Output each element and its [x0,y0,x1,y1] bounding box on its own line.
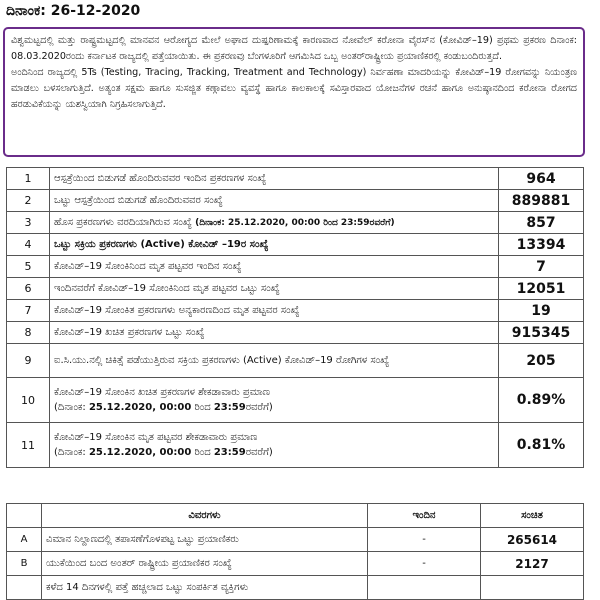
row-number: 10 [7,378,50,423]
stats-row [7,190,584,212]
details-row-today [368,576,481,600]
row-label: ಕೋವಿಡ್–19 ಖಚಿತ ಪ್ರಕರಣಗಳ ಒಟ್ಟು ಸಂಖ್ಯೆ [50,322,499,344]
details-header-blank [7,504,42,528]
stats-row [7,344,584,378]
intro-paragraph-2: ಅಂದಿನಿಂದ ರಾಜ್ಯದಲ್ಲಿ 5Ts (Testing, Tracing, Tracking, Treatment and Technology) ನಿರ್ವಹಣಾ ಮಾದರಿಯನ್ನು ಕೋವಿಡ್–19 ರೋಗವನ್ನು ನಿಯಂತ್ರಣ ಮಾಡಲು ಬಳಸಲಾಗುತ್ತಿದೆ. ಅತ್ಯಂತ ಸಕ್ಷಮ ಹಾಗೂ ಸುಸಜ್ಜಿತ ಕಣ್ಗಾವಲು ವ್ಯವಸ್ಥೆ ಹಾಗೂ ಕಾಲಕಾಲಕ್ಕೆ ಸವಿಸ್ತಾರವಾದ ಯೋಜನೆಗಳ ರಚನೆ ಹಾಗೂ ಅನುಷ್ಠಾನದಿಂದ ಕರೋನಾ ರೋಗದ ಹರಡುವಿಕೆಯನ್ನು ಯಶಸ್ವಿಯಾಗಿ ನಿಗ್ರಹಿಸಲಾಗುತ್ತಿದೆ. [11,67,577,110]
row-label-main: ಹೊಸ ಪ್ರಕರಣಗಳು ವರದಿಯಾಗಿರುವ ಸಂಖ್ಯೆ [54,217,192,228]
stats-row [7,322,584,344]
row-label-sub: (ದಿನಾಂಕ: 25.12.2020, 00:00 ರಿಂದ 23:59ರವರೆಗೆ) [54,447,273,458]
row-label: ಕೋವಿಡ್–19 ಸೋಂಕಿನಿಂದ ಮೃತ ಪಟ್ಟವರ ಇಂದಿನ ಸಂಖ್ಯೆ [50,256,499,278]
details-row-total: 265614 [481,528,584,552]
row-value: 889881 [499,190,584,212]
details-table [6,503,584,600]
details-header-details: ವಿವರಗಳು [42,504,368,528]
row-value: 964 [499,168,584,190]
row-label-main: ಕೋವಿಡ್–19 ಸೋಂಕಿನ ಖಚಿತ ಪ್ರಕರಣಗಳ ಶೇಕಡಾವಾರು ಪ್ರಮಾಣ [54,387,270,398]
row-value: 0.81% [499,423,584,468]
bulletin-date: ದಿನಾಂಕ: 26-12-2020 [6,3,141,19]
details-header-row [7,504,584,528]
details-row-id: B [7,552,42,576]
stats-row [7,168,584,190]
details-row-label: ಕಳೆದ 14 ದಿನಗಳಲ್ಲಿ ಪತ್ತೆ ಹಚ್ಚಲಾದ ಒಟ್ಟು ಸಂಪರ್ಕಿತ ವ್ಯಕ್ತಿಗಳು [42,576,368,600]
row-label: ಕೋವಿಡ್–19 ಸೋಂಕಿತ ಪ್ರಕರಣಗಳು ಅನ್ಯಕಾರಣದಿಂದ ಮೃತ ಪಟ್ಟವರ ಸಂಖ್ಯೆ [50,300,499,322]
row-number: 3 [7,212,50,234]
details-row-today: - [368,552,481,576]
row-label: ಐ.ಸಿ.ಯು.ನಲ್ಲಿ ಚಿಕಿತ್ಸೆ ಪಡೆಯುತ್ತಿರುವ ಸಕ್ರಿಯ ಪ್ರಕರಣಗಳು (Active) ಕೋವಿಡ್–19 ರೋಗಿಗಳ ಸಂಖ್ಯೆ [50,344,499,378]
stats-row [7,278,584,300]
row-label-sub: (ದಿನಾಂಕ: 25.12.2020, 00:00 ರಿಂದ 23:59ರವರೆಗೆ) [54,402,273,413]
row-label-main: ಕೋವಿಡ್–19 ಸೋಂಕಿನ ಮೃತ ಪಟ್ಟವರ ಶೇಕಡಾವಾರು ಪ್ರಮಾಣ [54,432,258,443]
row-number: 9 [7,344,50,378]
row-number: 1 [7,168,50,190]
row-label-sub: (ದಿನಾಂಕ: 25.12.2020, 00:00 ರಿಂದ 23:59ರವರೆಗೆ) [195,218,395,228]
row-number: 5 [7,256,50,278]
row-value: 857 [499,212,584,234]
stats-row [7,234,584,256]
details-row-label: ವಿಮಾನ ನಿಲ್ದಾಣದಲ್ಲಿ ತಪಾಸಣೆಗೊಳಪಟ್ಟ ಒಟ್ಟು ಪ್ರಯಾಣಿಕರು [42,528,368,552]
row-value: 13394 [499,234,584,256]
row-number: 7 [7,300,50,322]
row-label [50,378,499,423]
stats-table [6,167,584,468]
row-number: 11 [7,423,50,468]
details-row-id: A [7,528,42,552]
row-value: 915345 [499,322,584,344]
row-label: ಆಸ್ಪತ್ರೆಯಿಂದ ಬಿಡುಗಡೆ ಹೊಂದಿರುವವರ ಇಂದಿನ ಪ್ರಕರಣಗಳ ಸಂಖ್ಯೆ [50,168,499,190]
row-label: ಒಟ್ಟು ಸಕ್ರಿಯ ಪ್ರಕರಣಗಳು (Active) ಕೋವಿಡ್ –19ರ ಸಂಖ್ಯೆ [50,234,499,256]
row-label [50,423,499,468]
intro-paragraph-1: ವಿಶ್ವಮಟ್ಟದಲ್ಲಿ ಮತ್ತು ರಾಷ್ಟ್ರಮಟ್ಟದಲ್ಲಿ ಮಾನವನ ಆರೋಗ್ಯದ ಮೇಲೆ ಅಘಾದ ದುಷ್ಪರಿಣಾಮಕ್ಕೆ ಕಾರಣವಾದ ನೋವೆಲ್ ಕರೋನಾ ವೈರಸ್‌ನ (ಕೋವಿಡ್–19) ಪ್ರಥಮ ಪ್ರಕರಣ ದಿನಾಂಕ: 08.03.2020ರಂದು ಕರ್ನಾಟಕ ರಾಜ್ಯದಲ್ಲಿ ಪತ್ತೆಯಾಯಿತು. ಈ ಪ್ರಕರಣವು ಬೆಂಗಳೂರಿಗೆ ಆಗಮಿಸಿದ ಒಬ್ಬ ಅಂತರ್‌ರಾಷ್ಟ್ರೀಯ ಪ್ರಯಾಣಿಕರಲ್ಲಿ ಕಂಡುಬಂದಿರುತ್ತದೆ. [11,35,577,62]
row-label: ಇಂದಿನವರೆಗೆ ಕೋವಿಡ್–19 ಸೋಂಕಿನಿಂದ ಮೃತ ಪಟ್ಟವರ ಒಟ್ಟು ಸಂಖ್ಯೆ [50,278,499,300]
details-row-total [481,576,584,600]
row-value: 205 [499,344,584,378]
row-value: 19 [499,300,584,322]
details-row-total: 2127 [481,552,584,576]
details-row-label: ಯುಕೆಯಿಂದ ಬಂದ ಅಂತರ್ ರಾಷ್ಟ್ರೀಯ ಪ್ರಯಾಣಿಕರ ಸಂಖ್ಯೆ [42,552,368,576]
row-value: 12051 [499,278,584,300]
intro-box [3,27,585,157]
row-number: 8 [7,322,50,344]
details-header-total: ಸಂಚಿತ [481,504,584,528]
row-label [50,212,499,234]
row-number: 2 [7,190,50,212]
details-header-today: ಇಂದಿನ [368,504,481,528]
details-row-today: - [368,528,481,552]
row-value: 7 [499,256,584,278]
stats-row [7,300,584,322]
row-number: 4 [7,234,50,256]
details-row [7,552,584,576]
details-row [7,528,584,552]
stats-row [7,212,584,234]
row-value: 0.89% [499,378,584,423]
row-number: 6 [7,278,50,300]
stats-row [7,378,584,423]
stats-row [7,256,584,278]
details-row-id [7,576,42,600]
details-row [7,576,584,600]
row-label: ಒಟ್ಟು ಆಸ್ಪತ್ರೆಯಿಂದ ಬಿಡುಗಡೆ ಹೊಂದಿರುವವರ ಸಂಖ್ಯೆ [50,190,499,212]
stats-row [7,423,584,468]
